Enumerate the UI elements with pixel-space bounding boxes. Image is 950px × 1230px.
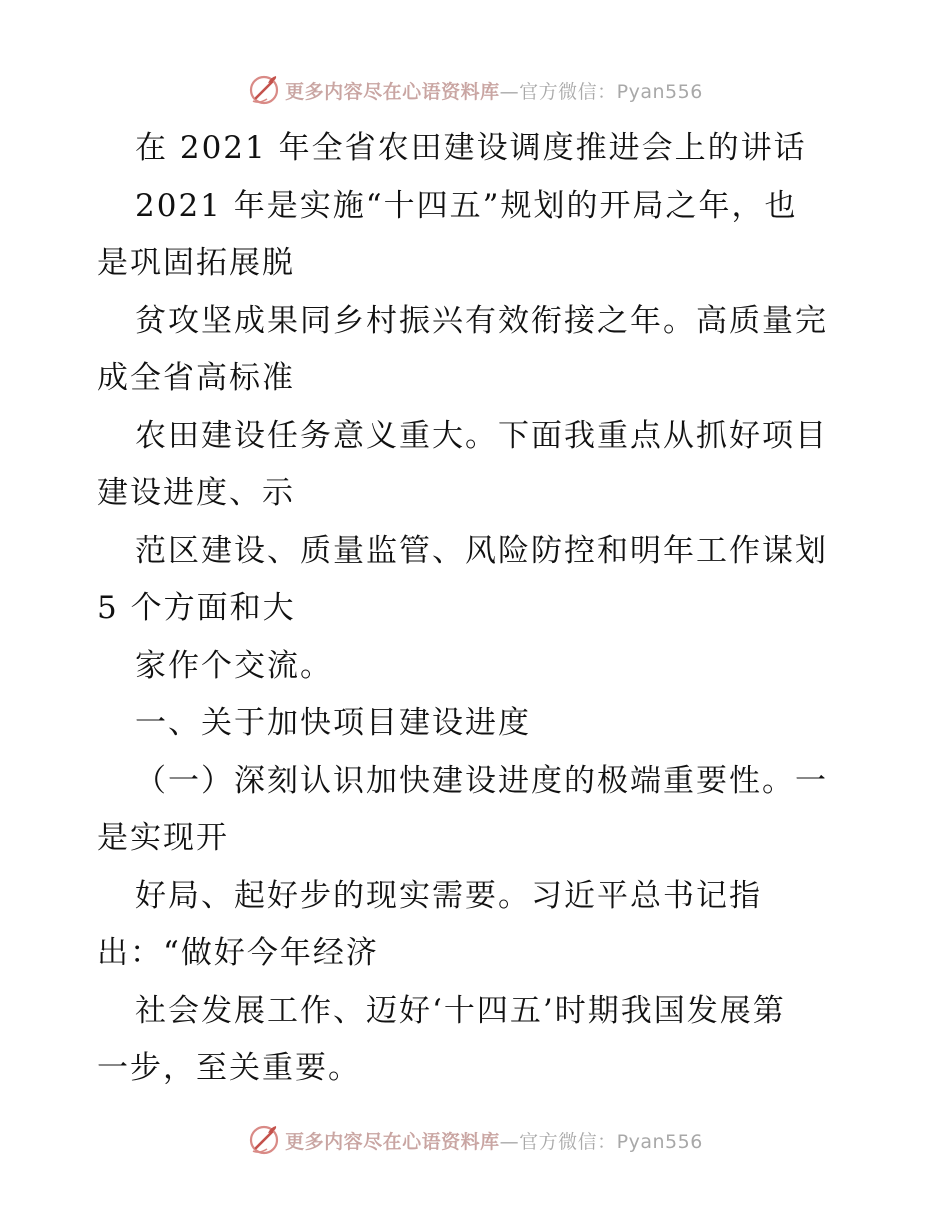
text-line: 农田建设任务意义重大。下面我重点从抓好项目 (135, 417, 828, 454)
quill-logo-icon (247, 1123, 281, 1157)
text-line: 贫攻坚成果同乡村振兴有效衔接之年。高质量完 (135, 302, 828, 339)
text-line: 出：“做好今年经济 (97, 935, 379, 971)
watermark-separator: — (499, 80, 520, 103)
text-line: 2021 年是实施“十四五”规划的开局之年，也 (135, 187, 798, 224)
text-line: 5 个方面和大 (97, 590, 296, 626)
text-line: 好局、起好步的现实需要。习近平总书记指 (135, 877, 762, 914)
text-line: 范区建设、质量监管、风险防控和明年工作谋划 (135, 532, 828, 569)
text-line: 是巩固拓展脱 (97, 245, 295, 281)
watermark-contact: 官方微信：Pyan556 (519, 1130, 703, 1153)
watermark-text (285, 1127, 703, 1154)
header-watermark (0, 70, 950, 110)
watermark-text (285, 77, 703, 104)
text-line: 建设进度、示 (97, 475, 295, 511)
text-line: 一步，至关重要。 (97, 1050, 361, 1086)
text-line: （一）深刻认识加快建设进度的极端重要性。一 (135, 762, 828, 799)
document-body (97, 120, 857, 1098)
quill-logo-icon (247, 73, 281, 107)
text-line: 家作个交流。 (135, 647, 333, 684)
text-line: 一、关于加快项目建设进度 (135, 705, 531, 741)
text-line: 是实现开 (97, 820, 229, 856)
footer-watermark (0, 1120, 950, 1160)
text-line: 成全省高标准 (97, 360, 295, 396)
watermark-contact: 官方微信：Pyan556 (519, 80, 703, 103)
watermark-brand: 更多内容尽在心语资料库 (285, 80, 500, 103)
watermark-separator: — (499, 1130, 520, 1153)
watermark-brand: 更多内容尽在心语资料库 (285, 1130, 500, 1153)
text-line: 社会发展工作、迈好‘十四五’时期我国发展第 (135, 992, 786, 1029)
text-line: 在 2021 年全省农田建设调度推进会上的讲话 (135, 130, 807, 166)
